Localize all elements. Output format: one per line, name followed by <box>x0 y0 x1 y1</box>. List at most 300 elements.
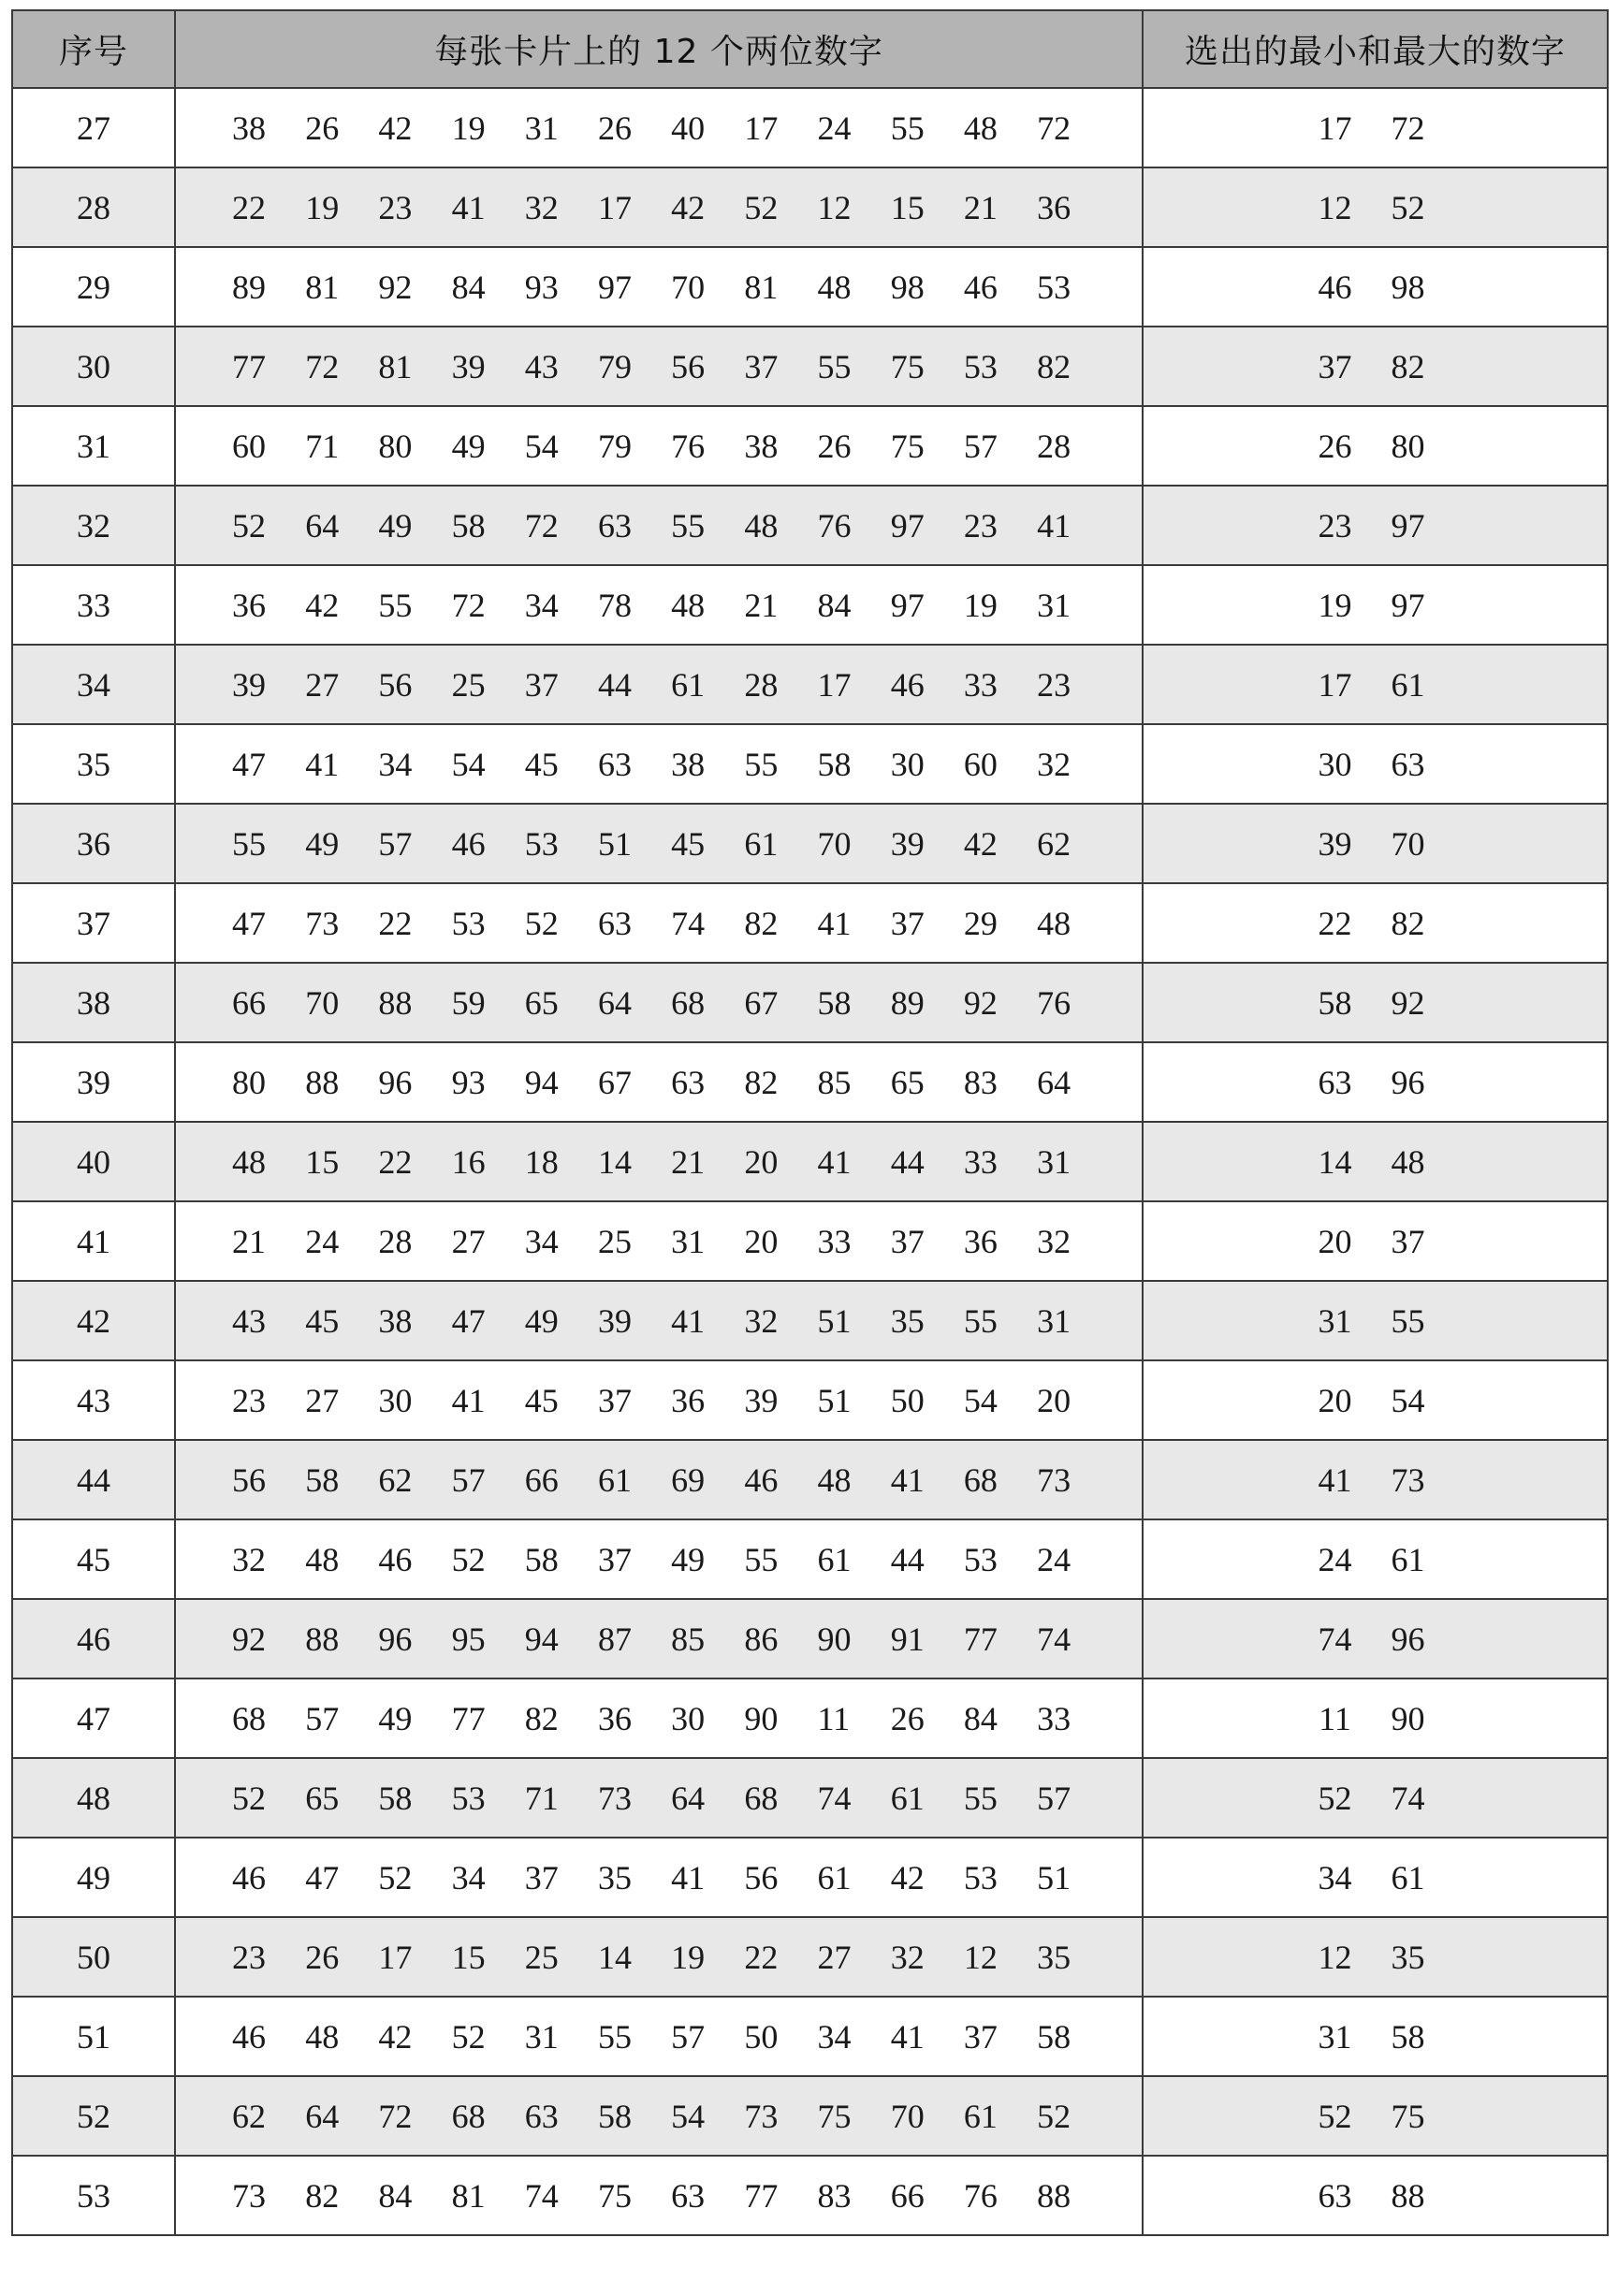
card-numbers-cell <box>175 1122 1143 1201</box>
min-max-cell <box>1143 167 1608 247</box>
card-number: 34 <box>451 1858 486 1896</box>
card-number: 24 <box>305 1222 340 1260</box>
card-number: 25 <box>597 1222 632 1260</box>
card-number: 32 <box>232 1540 266 1578</box>
card-number: 56 <box>744 1858 779 1896</box>
min-max-values <box>1144 665 1607 705</box>
row-index-cell: 30 <box>12 327 175 406</box>
card-number: 65 <box>890 1063 925 1101</box>
min-max-values <box>1144 745 1607 784</box>
card-number: 49 <box>451 427 486 465</box>
min-max-cell <box>1143 327 1608 406</box>
card-number: 39 <box>890 824 925 863</box>
card-number: 61 <box>744 824 779 863</box>
max-value: 61 <box>1391 1858 1425 1896</box>
card-number: 74 <box>524 2176 559 2215</box>
min-max-values <box>1144 268 1607 307</box>
card-number: 46 <box>890 665 925 704</box>
card-number: 41 <box>671 1301 706 1340</box>
card-number: 85 <box>671 1620 706 1658</box>
number-card-table <box>11 9 1609 2236</box>
card-number: 52 <box>1037 2097 1071 2135</box>
card-number: 93 <box>451 1063 486 1101</box>
min-max-cell <box>1143 565 1608 645</box>
table-row <box>12 88 1608 167</box>
row-index-cell: 29 <box>12 247 175 327</box>
card-number: 22 <box>378 904 413 942</box>
min-value: 17 <box>1318 665 1352 704</box>
min-value: 41 <box>1318 1460 1352 1499</box>
card-numbers <box>176 824 1142 864</box>
min-max-cell <box>1143 1917 1608 1997</box>
card-number: 83 <box>963 1063 998 1101</box>
card-number: 89 <box>890 983 925 1022</box>
row-index-cell: 41 <box>12 1201 175 1281</box>
card-numbers <box>176 983 1142 1023</box>
card-number: 57 <box>451 1460 486 1499</box>
min-max-values <box>1144 1460 1607 1500</box>
card-number: 70 <box>305 983 340 1022</box>
card-number: 25 <box>451 665 486 704</box>
table-row <box>12 1122 1608 1201</box>
max-value: 72 <box>1391 109 1425 147</box>
min-max-cell <box>1143 486 1608 565</box>
card-number: 38 <box>744 427 779 465</box>
min-max-values <box>1144 188 1607 227</box>
max-value: 88 <box>1391 2176 1425 2215</box>
card-number: 34 <box>817 2017 852 2056</box>
card-number: 72 <box>305 347 340 385</box>
card-number: 60 <box>232 427 266 465</box>
card-number: 55 <box>597 2017 632 2056</box>
card-number: 46 <box>451 824 486 863</box>
card-number: 36 <box>963 1222 998 1260</box>
card-number: 37 <box>963 2017 998 2056</box>
card-number: 75 <box>890 427 925 465</box>
card-number: 57 <box>671 2017 706 2056</box>
card-number: 48 <box>1037 904 1071 942</box>
card-number: 88 <box>305 1620 340 1658</box>
card-number: 41 <box>451 188 486 226</box>
card-number: 68 <box>451 2097 486 2135</box>
max-value: 96 <box>1391 1620 1425 1658</box>
row-index-cell: 53 <box>12 2156 175 2235</box>
min-max-cell <box>1143 247 1608 327</box>
card-number: 66 <box>890 2176 925 2215</box>
card-number: 52 <box>232 506 266 545</box>
card-number: 52 <box>378 1858 413 1896</box>
card-number: 32 <box>1037 745 1071 783</box>
card-number: 17 <box>378 1938 413 1976</box>
card-number: 47 <box>451 1301 486 1340</box>
card-number: 34 <box>378 745 413 783</box>
table-row <box>12 2076 1608 2156</box>
card-number: 36 <box>597 1699 632 1737</box>
card-number: 53 <box>451 904 486 942</box>
card-numbers <box>176 347 1142 386</box>
card-number: 51 <box>817 1301 852 1340</box>
min-max-cell <box>1143 1838 1608 1917</box>
card-number: 20 <box>744 1142 779 1181</box>
card-number: 47 <box>305 1858 340 1896</box>
card-number: 15 <box>890 188 925 226</box>
card-number: 75 <box>597 2176 632 2215</box>
card-number: 79 <box>597 347 632 385</box>
card-number: 45 <box>524 1381 559 1419</box>
card-number: 95 <box>451 1620 486 1658</box>
card-number: 39 <box>232 665 266 704</box>
card-number: 41 <box>1037 506 1071 545</box>
card-number: 81 <box>451 2176 486 2215</box>
card-number: 88 <box>378 983 413 1022</box>
card-number: 50 <box>744 2017 779 2056</box>
card-numbers-cell <box>175 88 1143 167</box>
card-number: 41 <box>817 904 852 942</box>
card-number: 48 <box>305 1540 340 1578</box>
min-value: 63 <box>1318 1063 1352 1101</box>
card-number: 23 <box>378 188 413 226</box>
table-row <box>12 1281 1608 1360</box>
card-number: 15 <box>305 1142 340 1181</box>
card-number: 41 <box>890 1460 925 1499</box>
card-number: 60 <box>963 745 998 783</box>
card-number: 76 <box>1037 983 1071 1022</box>
card-number: 56 <box>232 1460 266 1499</box>
card-number: 93 <box>524 268 559 306</box>
min-max-cell <box>1143 1042 1608 1122</box>
table-row <box>12 1519 1608 1599</box>
card-number: 53 <box>963 347 998 385</box>
card-numbers <box>176 1620 1142 1659</box>
card-number: 17 <box>597 188 632 226</box>
card-numbers-cell <box>175 327 1143 406</box>
min-max-cell <box>1143 1758 1608 1838</box>
card-number: 35 <box>890 1301 925 1340</box>
card-number: 46 <box>963 268 998 306</box>
card-number: 58 <box>1037 2017 1071 2056</box>
table-row <box>12 804 1608 883</box>
card-numbers <box>176 904 1142 943</box>
min-max-values <box>1144 983 1607 1023</box>
row-index-cell: 43 <box>12 1360 175 1440</box>
min-max-values <box>1144 1858 1607 1897</box>
card-number: 27 <box>305 665 340 704</box>
min-max-values <box>1144 1540 1607 1579</box>
row-index-cell: 34 <box>12 645 175 724</box>
card-numbers <box>176 1142 1142 1182</box>
max-value: 58 <box>1391 2017 1425 2056</box>
card-number: 82 <box>524 1699 559 1737</box>
card-number: 58 <box>817 983 852 1022</box>
card-number: 23 <box>232 1938 266 1976</box>
table-row <box>12 1042 1608 1122</box>
card-number: 12 <box>817 188 852 226</box>
card-number: 47 <box>232 745 266 783</box>
card-number: 53 <box>451 1779 486 1817</box>
card-number: 42 <box>378 109 413 147</box>
card-number: 45 <box>305 1301 340 1340</box>
card-number: 79 <box>597 427 632 465</box>
card-number: 22 <box>744 1938 779 1976</box>
card-numbers <box>176 586 1142 625</box>
card-number: 17 <box>817 665 852 704</box>
card-number: 41 <box>890 2017 925 2056</box>
card-number: 77 <box>744 2176 779 2215</box>
min-max-values <box>1144 2017 1607 2056</box>
card-number: 44 <box>890 1540 925 1578</box>
max-value: 82 <box>1391 904 1425 942</box>
card-number: 34 <box>524 1222 559 1260</box>
card-number: 86 <box>744 1620 779 1658</box>
card-number: 20 <box>1037 1381 1071 1419</box>
card-number: 72 <box>524 506 559 545</box>
card-number: 16 <box>451 1142 486 1181</box>
card-number: 69 <box>671 1460 706 1499</box>
card-numbers <box>176 1779 1142 1818</box>
card-number: 84 <box>378 2176 413 2215</box>
min-value: 34 <box>1318 1858 1352 1896</box>
card-number: 27 <box>451 1222 486 1260</box>
min-max-values <box>1144 1222 1607 1261</box>
card-number: 33 <box>963 1142 998 1181</box>
card-number: 55 <box>963 1779 998 1817</box>
card-number: 90 <box>817 1620 852 1658</box>
min-max-values <box>1144 1779 1607 1818</box>
card-number: 37 <box>890 904 925 942</box>
card-number: 19 <box>305 188 340 226</box>
card-number: 58 <box>597 2097 632 2135</box>
card-number: 77 <box>232 347 266 385</box>
card-number: 61 <box>817 1858 852 1896</box>
card-number: 54 <box>671 2097 706 2135</box>
card-number: 53 <box>963 1858 998 1896</box>
table-row <box>12 1360 1608 1440</box>
card-number: 58 <box>817 745 852 783</box>
card-number: 73 <box>744 2097 779 2135</box>
card-number: 74 <box>817 1779 852 1817</box>
card-number: 51 <box>597 824 632 863</box>
card-number: 64 <box>1037 1063 1071 1101</box>
card-number: 70 <box>890 2097 925 2135</box>
card-number: 58 <box>305 1460 340 1499</box>
table-row <box>12 883 1608 963</box>
max-value: 54 <box>1391 1381 1425 1419</box>
row-index-cell: 33 <box>12 565 175 645</box>
min-max-cell <box>1143 1599 1608 1678</box>
card-number: 91 <box>890 1620 925 1658</box>
card-number: 97 <box>597 268 632 306</box>
card-number: 61 <box>817 1540 852 1578</box>
card-number: 55 <box>671 506 706 545</box>
card-number: 53 <box>524 824 559 863</box>
max-value: 70 <box>1391 824 1425 863</box>
card-number: 22 <box>232 188 266 226</box>
card-number: 66 <box>232 983 266 1022</box>
card-number: 83 <box>817 2176 852 2215</box>
min-max-cell <box>1143 2076 1608 2156</box>
min-max-cell <box>1143 1519 1608 1599</box>
max-value: 97 <box>1391 506 1425 545</box>
card-numbers <box>176 268 1142 307</box>
card-number: 55 <box>744 1540 779 1578</box>
card-number: 21 <box>671 1142 706 1181</box>
card-numbers <box>176 109 1142 148</box>
card-number: 41 <box>305 745 340 783</box>
card-number: 97 <box>890 506 925 545</box>
card-number: 31 <box>524 109 559 147</box>
card-number: 27 <box>305 1381 340 1419</box>
card-numbers-cell <box>175 1360 1143 1440</box>
card-number: 37 <box>524 1858 559 1896</box>
min-value: 20 <box>1318 1381 1352 1419</box>
row-index-cell: 44 <box>12 1440 175 1519</box>
card-number: 72 <box>378 2097 413 2135</box>
max-value: 74 <box>1391 1779 1425 1817</box>
card-number: 49 <box>305 824 340 863</box>
card-number: 68 <box>671 983 706 1022</box>
card-number: 64 <box>305 2097 340 2135</box>
min-max-cell <box>1143 1201 1608 1281</box>
card-number: 87 <box>597 1620 632 1658</box>
table-row <box>12 167 1608 247</box>
card-numbers-cell <box>175 1917 1143 1997</box>
card-number: 46 <box>232 1858 266 1896</box>
min-value: 37 <box>1318 347 1352 385</box>
min-max-cell <box>1143 724 1608 804</box>
min-max-values <box>1144 2176 1607 2216</box>
card-number: 36 <box>671 1381 706 1419</box>
card-numbers <box>176 1858 1142 1897</box>
card-number: 76 <box>671 427 706 465</box>
card-number: 32 <box>744 1301 779 1340</box>
card-number: 41 <box>817 1142 852 1181</box>
card-number: 31 <box>671 1222 706 1260</box>
card-numbers-cell <box>175 486 1143 565</box>
card-number: 48 <box>817 268 852 306</box>
number-card-sheet <box>11 9 1607 2287</box>
header-row <box>12 10 1608 88</box>
max-value: 92 <box>1391 983 1425 1022</box>
card-number: 61 <box>597 1460 632 1499</box>
table-body <box>12 88 1608 2235</box>
table-row <box>12 406 1608 486</box>
card-number: 31 <box>1037 586 1071 624</box>
card-number: 71 <box>524 1779 559 1817</box>
card-number: 56 <box>378 665 413 704</box>
card-number: 63 <box>597 745 632 783</box>
min-value: 58 <box>1318 983 1352 1022</box>
min-max-values <box>1144 1063 1607 1102</box>
card-numbers <box>176 2017 1142 2056</box>
max-value: 61 <box>1391 1540 1425 1578</box>
card-number: 43 <box>524 347 559 385</box>
min-max-values <box>1144 1699 1607 1738</box>
table-row <box>12 247 1608 327</box>
card-number: 65 <box>524 983 559 1022</box>
card-number: 54 <box>524 427 559 465</box>
card-number: 94 <box>524 1063 559 1101</box>
row-index-cell: 37 <box>12 883 175 963</box>
card-numbers-cell <box>175 565 1143 645</box>
min-value: 39 <box>1318 824 1352 863</box>
card-numbers-cell <box>175 1997 1143 2076</box>
row-index-cell: 50 <box>12 1917 175 1997</box>
min-max-values <box>1144 1301 1607 1341</box>
card-number: 63 <box>671 2176 706 2215</box>
max-value: 52 <box>1391 188 1425 226</box>
card-number: 36 <box>1037 188 1071 226</box>
card-number: 84 <box>817 586 852 624</box>
min-value: 31 <box>1318 1301 1352 1340</box>
row-index-cell: 31 <box>12 406 175 486</box>
min-value: 12 <box>1318 188 1352 226</box>
card-number: 55 <box>744 745 779 783</box>
max-value: 98 <box>1391 268 1425 306</box>
card-number: 68 <box>963 1460 998 1499</box>
card-number: 51 <box>1037 1858 1071 1896</box>
card-number: 35 <box>1037 1938 1071 1976</box>
row-index-cell: 46 <box>12 1599 175 1678</box>
card-number: 78 <box>597 586 632 624</box>
card-number: 81 <box>305 268 340 306</box>
card-numbers <box>176 2097 1142 2136</box>
card-number: 61 <box>671 665 706 704</box>
max-value: 63 <box>1391 745 1425 783</box>
card-numbers-cell <box>175 1678 1143 1758</box>
table-row <box>12 1758 1608 1838</box>
card-number: 37 <box>597 1540 632 1578</box>
min-max-values <box>1144 347 1607 386</box>
card-number: 80 <box>378 427 413 465</box>
card-number: 42 <box>890 1858 925 1896</box>
card-numbers <box>176 2176 1142 2216</box>
min-max-cell <box>1143 1281 1608 1360</box>
card-number: 81 <box>744 268 779 306</box>
card-number: 41 <box>671 1858 706 1896</box>
card-number: 33 <box>1037 1699 1071 1737</box>
card-number: 73 <box>1037 1460 1071 1499</box>
card-number: 43 <box>232 1301 266 1340</box>
card-number: 56 <box>671 347 706 385</box>
card-number: 30 <box>890 745 925 783</box>
table-row <box>12 2156 1608 2235</box>
row-index-cell: 27 <box>12 88 175 167</box>
card-number: 11 <box>817 1699 851 1737</box>
card-number: 44 <box>890 1142 925 1181</box>
min-max-cell <box>1143 804 1608 883</box>
table-header <box>12 10 1608 88</box>
card-number: 37 <box>890 1222 925 1260</box>
card-number: 45 <box>524 745 559 783</box>
min-max-values <box>1144 1620 1607 1659</box>
card-number: 61 <box>963 2097 998 2135</box>
card-number: 74 <box>1037 1620 1071 1658</box>
min-value: 24 <box>1318 1540 1352 1578</box>
card-number: 40 <box>671 109 706 147</box>
card-number: 31 <box>1037 1301 1071 1340</box>
table-row <box>12 1838 1608 1917</box>
min-max-cell <box>1143 1360 1608 1440</box>
card-number: 37 <box>744 347 779 385</box>
card-number: 54 <box>963 1381 998 1419</box>
min-max-values <box>1144 427 1607 466</box>
card-number: 54 <box>451 745 486 783</box>
card-number: 19 <box>671 1938 706 1976</box>
card-numbers <box>176 1460 1142 1500</box>
card-number: 26 <box>305 1938 340 1976</box>
card-number: 49 <box>671 1540 706 1578</box>
row-index-cell: 52 <box>12 2076 175 2156</box>
